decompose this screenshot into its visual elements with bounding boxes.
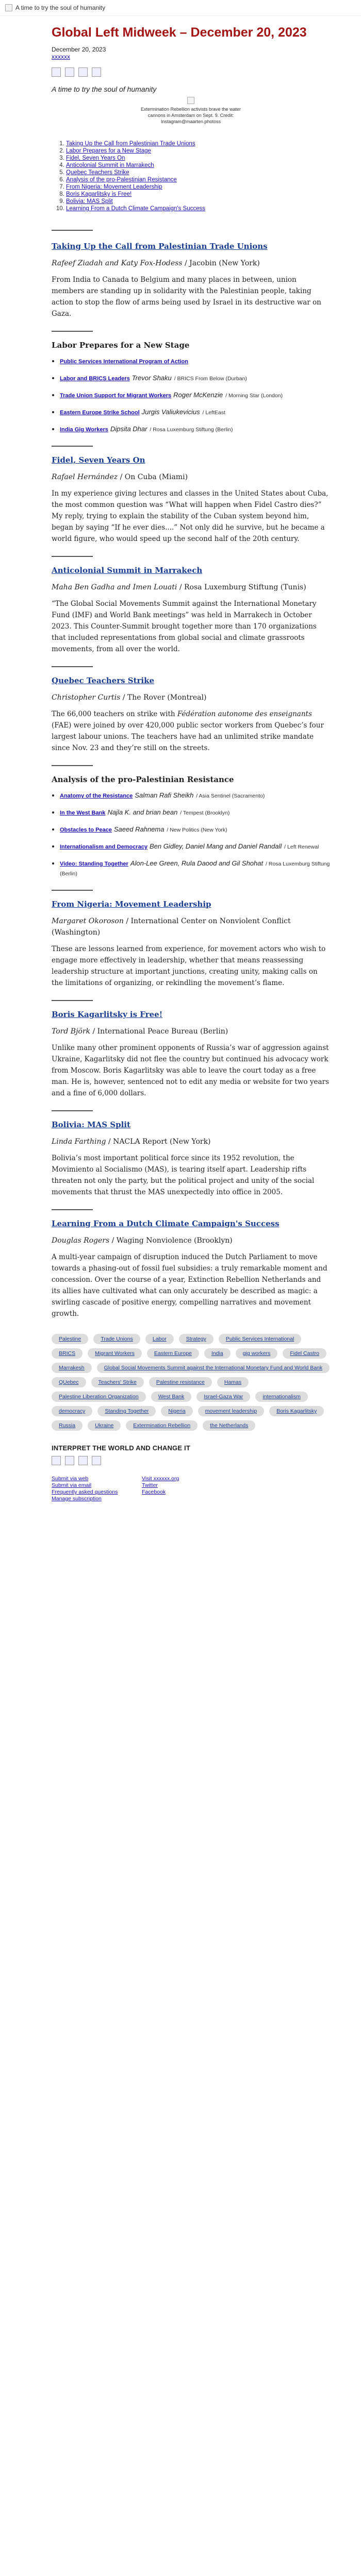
list-item: • In the West Bank Najla K. and brian bean / Tempest (Brooklyn) bbox=[60, 808, 330, 818]
article-body: Unlike many other prominent opponents of Russia’s war of aggression against Ukraine, Kagarlitsky did not flee the country but continued his advocacy work from Moscow. Boris Kagarlitsky was able to leave the court today as a free man. He is, however, sentenced not to edit any media or website for two years and a fine of 6,000 dollars. bbox=[52, 1044, 329, 1097]
social-icon-2[interactable] bbox=[65, 1456, 74, 1465]
article-title[interactable]: Learning From a Dutch Climate Campaign's Success bbox=[52, 1219, 280, 1228]
social-icons bbox=[52, 1456, 330, 1465]
toc-item[interactable]: 9. Bolivia: MAS Split bbox=[66, 198, 330, 205]
tag-chip[interactable]: Boris Kagarlitsky bbox=[269, 1406, 324, 1416]
tag-chip[interactable]: Ukraine bbox=[88, 1420, 121, 1431]
article-body: A multi-year campaign of disruption induced the Dutch Parliament to move towards a phasing-out of fossil fuel subsidies: a truly remarkable moment and concession. Over the course of a year, Extinction Rebellion Netherlands and its allies have cultivated what can only accurately be described as magic: a swirling cascade of positive energy, compelling narratives and movement growth. bbox=[52, 1253, 327, 1318]
tag-chip[interactable]: BRICS bbox=[52, 1348, 83, 1359]
article-byline: Linda Farthing / NACLA Report (New York) bbox=[52, 1138, 211, 1146]
social-icon-3[interactable] bbox=[78, 1456, 88, 1465]
share-icon-2[interactable] bbox=[65, 67, 74, 77]
article-title[interactable]: Boris Kagarlitsky is Free! bbox=[52, 1010, 163, 1019]
tag-chip[interactable]: democracy bbox=[52, 1406, 92, 1416]
section-divider bbox=[52, 666, 93, 667]
tag-chip[interactable]: internationalism bbox=[255, 1392, 308, 1402]
tag-chip[interactable]: Strategy bbox=[179, 1334, 214, 1344]
section-divider bbox=[52, 446, 93, 447]
toc-item[interactable]: 3. Fidel, Seven Years On bbox=[66, 155, 330, 162]
article-byline: Margaret Okoroson / International Center on Nonviolent Conflict (Washington) bbox=[52, 917, 291, 937]
tag-chip[interactable]: Israel-Gaza War bbox=[196, 1392, 250, 1402]
tag-chip[interactable]: Standing Together bbox=[97, 1406, 156, 1416]
tag-chip[interactable]: Teachers' Strike bbox=[91, 1377, 144, 1387]
tag-chip[interactable]: the Netherlands bbox=[203, 1420, 255, 1431]
article-title[interactable]: Quebec Teachers Strike bbox=[52, 676, 155, 685]
tag-chip[interactable]: Trade Unions bbox=[93, 1334, 140, 1344]
list-item: • Internationalism and Democracy Ben Gidley, Daniel Mang and Daniel Randall / Left Renewal bbox=[60, 842, 330, 852]
tag-chip[interactable]: Palestine resistance bbox=[149, 1377, 212, 1387]
article-body: “The Global Social Movements Summit against the International Monetary Fund (IMF) and World Bank meetings” was held in Marrakech in October 2023. This Counter-Summit brought together more than 170 organizations that included representations from global social and climate grassroots movements, from all over the world. bbox=[52, 600, 317, 653]
footer-link[interactable]: Manage subscription bbox=[52, 1496, 102, 1502]
toc-item[interactable]: 2. Labor Prepares for a New Stage bbox=[66, 147, 330, 155]
section-heading: Labor Prepares for a New Stage bbox=[52, 341, 190, 350]
section-divider bbox=[52, 1110, 93, 1111]
tag-chip[interactable]: QUebec bbox=[52, 1377, 86, 1387]
tag-chip[interactable]: Public Services International bbox=[219, 1334, 302, 1344]
section-divider bbox=[52, 1000, 93, 1001]
tag-chip[interactable]: Hamas bbox=[217, 1377, 249, 1387]
newsletter-title: Global Left Midweek – December 20, 2023 bbox=[52, 25, 307, 40]
social-icon-4[interactable] bbox=[92, 1456, 101, 1465]
footer-col-1 bbox=[52, 1476, 142, 1502]
toc-item[interactable]: 6. Analysis of the pro-Palestinian Resistance bbox=[66, 176, 330, 183]
article-title[interactable]: Bolivia: MAS Split bbox=[52, 1120, 130, 1129]
tag-chip[interactable]: Extermination Rebellion bbox=[126, 1420, 198, 1431]
tagline: A time to try the soul of humanity bbox=[52, 85, 157, 93]
tag-chip[interactable]: Eastern Europe bbox=[147, 1348, 199, 1359]
tag-chip[interactable]: Labor bbox=[145, 1334, 174, 1344]
section-heading: Analysis of the pro-Palestinian Resistance bbox=[52, 775, 234, 784]
share-icons bbox=[52, 67, 330, 77]
tag-chip[interactable]: gig workers bbox=[236, 1348, 278, 1359]
article-body: Bolivia’s most important political force since its 1952 revolution, the Movimiento al Socialismo (MAS), is tearing itself apart. Leadership rifts threaten not only the party, but the political project and unity of the social movements that thrust the MAS unexpectedly into office in 2005. bbox=[52, 1154, 315, 1196]
hero-image bbox=[52, 96, 330, 125]
list-item: • Anatomy of the Resistance Salman Rafi Sheikh / Asia Sentinel (Sacramento) bbox=[60, 791, 330, 801]
list-item: • Eastern Europe Strike School Jurgis Valiukevicius / LeftEast bbox=[60, 408, 330, 417]
article-byline: Rafael Hernández / On Cuba (Miami) bbox=[52, 473, 188, 481]
toc-item[interactable]: 4. Anticolonial Summit in Marrakech bbox=[66, 162, 330, 169]
article-byline: Douglas Rogers / Waging Nonviolence (Brooklyn) bbox=[52, 1236, 233, 1245]
article-byline: Tord Björk / International Peace Bureau (Berlin) bbox=[52, 1027, 228, 1036]
section-divider bbox=[52, 890, 93, 891]
section-divider bbox=[52, 331, 93, 332]
footer-link[interactable]: Submit via email bbox=[52, 1482, 92, 1488]
list-item: • Labor and BRICS Leaders Trevor Shaku / BRICS From Below (Durban) bbox=[60, 374, 330, 383]
footer-heading: INTERPRET THE WORLD AND CHANGE IT bbox=[52, 1444, 190, 1452]
footer-link[interactable]: Frequently asked questions bbox=[52, 1489, 118, 1495]
toc-item[interactable]: 10. Learning From a Dutch Climate Campaign's Success bbox=[66, 205, 330, 212]
toc-item[interactable]: 8. Boris Kagarlitsky is Free! bbox=[66, 191, 330, 198]
top-banner-image bbox=[0, 0, 361, 16]
list-item: • Video: Standing Together Alon-Lee Green, Rula Daood and Gil Shohat / Rosa Luxemburg Stiftung (Berlin) bbox=[60, 859, 330, 878]
share-icon-3[interactable] bbox=[78, 67, 88, 77]
article-title[interactable]: Anticolonial Summit in Marrakech bbox=[52, 566, 203, 575]
article-title[interactable]: From Nigeria: Movement Leadership bbox=[52, 900, 211, 909]
social-icon-1[interactable] bbox=[52, 1456, 61, 1465]
broken-image-icon bbox=[187, 97, 194, 104]
article-body: The 66,000 teachers on strike with Fédération autonome des enseignants (FAE) were joined by over 420,000 public sector workers from Quebec’s four largest labour unions. The teachers have had an unlimited strike mandate since Nov. 23 and they’re still on the streets. bbox=[52, 710, 324, 752]
section-divider bbox=[52, 556, 93, 557]
tag-chip[interactable]: Migrant Workers bbox=[88, 1348, 142, 1359]
footer-col-2 bbox=[142, 1476, 232, 1502]
section-divider bbox=[52, 1209, 93, 1210]
article-body: In my experience giving lectures and classes in the United States about Cuba, the most common question was “What will happen when Fidel Castro dies?” My reply, trying to explain the stability of the Cuban system beyond him, began by saying “If he ever dies....” Not only did he survive, but he became a world figure, who would speed up the second half of the 20th century. bbox=[52, 489, 329, 543]
section-divider bbox=[52, 765, 93, 766]
footer-link[interactable]: Submit via web bbox=[52, 1476, 89, 1482]
article-byline: Rafeef Ziadah and Katy Fox-Hodess / Jacobin (New York) bbox=[52, 259, 260, 267]
article-body: These are lessons learned from experience, for movement actors who wish to engage more effectively in leadership, whether that means reassessing leadership structure at important junctions, creating unity, making calls on the limitations of organizing, or rekindling the movement’s flame. bbox=[52, 945, 326, 987]
tag-chip[interactable]: Nigeria bbox=[161, 1406, 192, 1416]
article-title[interactable]: Taking Up the Call from Palestinian Trade Unions bbox=[52, 242, 268, 251]
tag-chip[interactable]: Russia bbox=[52, 1420, 83, 1431]
share-icon-4[interactable] bbox=[92, 67, 101, 77]
article-title[interactable]: Fidel, Seven Years On bbox=[52, 455, 145, 465]
article-byline: Maha Ben Gadha and Imen Louati / Rosa Luxemburg Stiftung (Tunis) bbox=[52, 583, 306, 591]
tag-list bbox=[52, 1334, 330, 1431]
tag-chip[interactable]: Marrakesh bbox=[52, 1363, 92, 1373]
toc-item[interactable]: 5. Quebec Teachers Strike bbox=[66, 169, 330, 176]
link-list bbox=[52, 357, 330, 434]
section-divider bbox=[52, 230, 93, 231]
tag-chip[interactable]: Palestine Liberation Organization bbox=[52, 1392, 146, 1402]
article-byline: Christopher Curtis / The Rover (Montreal) bbox=[52, 693, 207, 702]
toc-item[interactable]: 7. From Nigeria: Movement Leadership bbox=[66, 183, 330, 191]
tag-chip[interactable]: Global Social Movements Summit against the International Monetary Fund and World Bank bbox=[97, 1363, 330, 1373]
issue-date: December 20, 2023 bbox=[52, 46, 106, 53]
banner-alt-text: A time to try the soul of humanity bbox=[15, 4, 106, 11]
list-item: • India Gig Workers Dipsita Dhar / Rosa Luxemburg Stiftung (Berlin) bbox=[60, 425, 330, 434]
list-item: • Public Services International Program of Action bbox=[60, 357, 330, 366]
footer-link[interactable]: Twitter bbox=[142, 1482, 158, 1488]
article-body: From India to Canada to Belgium and many places in between, union members are standing up in solidarity with the Palestinian people, taking action to stop the flow of arms being used by Israel in its destructive war on Gaza. bbox=[52, 276, 321, 318]
hero-caption: Extermination Rebellion activists brave the water cannons in Amsterdam on Sept. 9. Credit: Instagram@maarten.photoss bbox=[140, 107, 241, 124]
list-item: • Obstacles to Peace Saeed Rahnema / New Politics (New York) bbox=[60, 825, 330, 835]
footer-link[interactable]: Visit xxxxxx.org bbox=[142, 1476, 179, 1482]
newsletter bbox=[10, 24, 351, 1502]
tag-chip[interactable]: Fidel Castro bbox=[283, 1348, 326, 1359]
share-icon-1[interactable] bbox=[52, 67, 61, 77]
tag-chip[interactable]: West Bank bbox=[151, 1392, 192, 1402]
table-of-contents bbox=[52, 140, 330, 212]
footer-links bbox=[52, 1476, 330, 1502]
list-item: • Trade Union Support for Migrant Workers Roger McKenzie / Morning Star (London) bbox=[60, 391, 330, 400]
link-list bbox=[52, 791, 330, 878]
header-link[interactable]: xxxxxx bbox=[52, 53, 70, 60]
footer-link[interactable]: Facebook bbox=[142, 1489, 166, 1495]
tag-chip[interactable]: India bbox=[204, 1348, 231, 1359]
toc-item[interactable]: 1. Taking Up the Call from Palestinian Trade Unions bbox=[66, 140, 330, 147]
broken-image-icon bbox=[5, 4, 12, 11]
tag-chip[interactable]: Palestine bbox=[52, 1334, 88, 1344]
tag-chip[interactable]: movement leadership bbox=[198, 1406, 264, 1416]
newsletter-content bbox=[10, 24, 351, 1502]
